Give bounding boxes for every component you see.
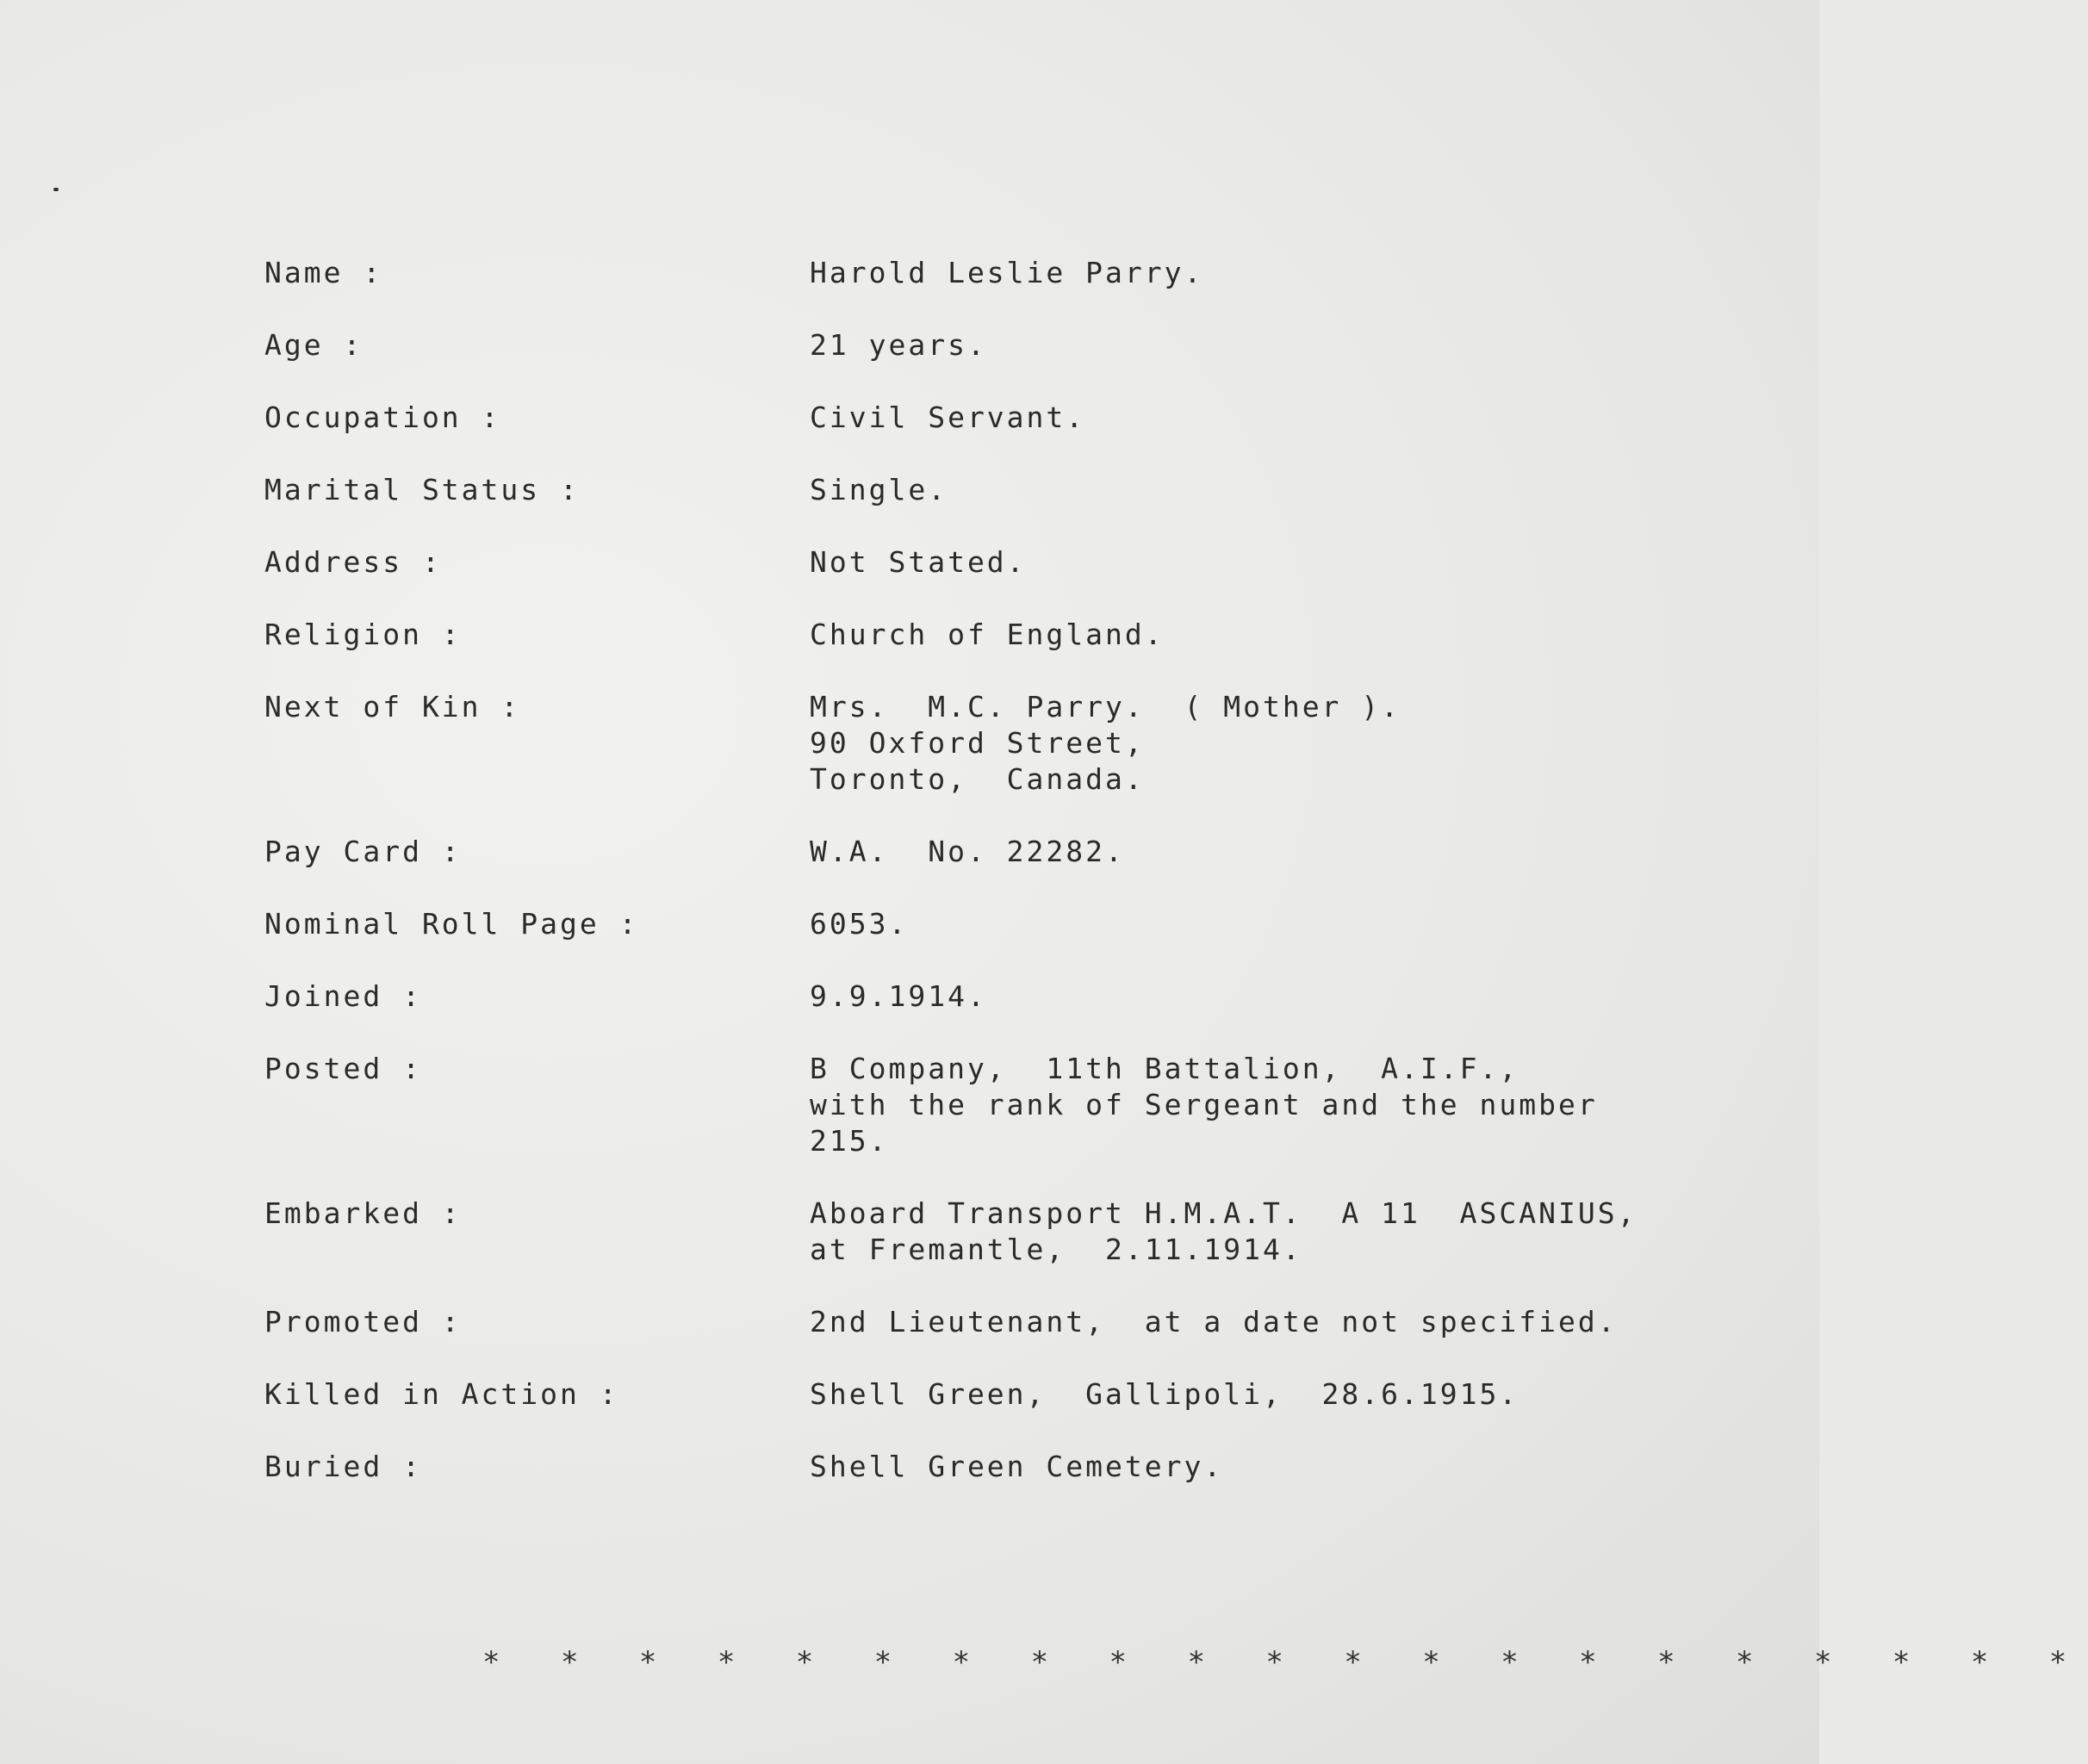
- record-value-line: W.A. No. 22282.: [810, 835, 1125, 868]
- record-value-line: 9.9.1914.: [810, 979, 987, 1013]
- record-list: [264, 255, 1746, 1521]
- record-label: Religion :: [264, 618, 462, 651]
- record-row: [264, 689, 1746, 798]
- record-value: [810, 1196, 1746, 1268]
- record-value-line: Toronto, Canada.: [810, 762, 1145, 796]
- record-value-line: Harold Leslie Parry.: [810, 256, 1204, 289]
- record-label: Buried :: [264, 1450, 422, 1483]
- record-row: [264, 978, 1746, 1015]
- record-value-line: 215.: [810, 1124, 889, 1158]
- record-label: Embarked :: [264, 1196, 462, 1230]
- record-row: [264, 544, 1746, 581]
- record-value: [810, 978, 1746, 1015]
- record-value: [810, 1376, 1746, 1413]
- record-label: Age :: [264, 328, 364, 362]
- record-label: Name :: [264, 256, 383, 289]
- record-row: [264, 1196, 1746, 1268]
- record-value-line: Not Stated.: [810, 545, 1027, 579]
- record-value: [810, 1051, 1746, 1159]
- record-value: [810, 327, 1746, 363]
- record-value-line: Shell Green, Gallipoli, 28.6.1915.: [810, 1377, 1519, 1411]
- record-label: Pay Card :: [264, 835, 462, 868]
- record-label: Occupation :: [264, 401, 501, 434]
- record-value-line: B Company, 11th Battalion, A.I.F.,: [810, 1052, 1519, 1085]
- record-label: Killed in Action :: [264, 1377, 619, 1411]
- record-value-line: Shell Green Cemetery.: [810, 1450, 1224, 1483]
- record-value-line: 21 years.: [810, 328, 987, 362]
- record-value: [810, 400, 1746, 436]
- record-value: [810, 617, 1746, 653]
- record-row: [264, 906, 1746, 942]
- record-row: [264, 1304, 1746, 1340]
- record-label: Joined :: [264, 979, 422, 1013]
- record-value: [810, 472, 1746, 508]
- record-label: Posted :: [264, 1052, 422, 1085]
- record-label: Promoted :: [264, 1305, 462, 1339]
- record-row: [264, 617, 1746, 653]
- record-value: [810, 906, 1746, 942]
- record-value-line: Mrs. M.C. Parry. ( Mother ).: [810, 690, 1401, 724]
- record-value-line: 90 Oxford Street,: [810, 726, 1145, 760]
- record-label: Address :: [264, 545, 442, 579]
- record-row: [264, 472, 1746, 508]
- record-value: [810, 689, 1746, 798]
- record-row: [264, 1376, 1746, 1413]
- asterisk-divider: * * * * * * * * * * * * * * * * * * * * *: [482, 1645, 2088, 1680]
- record-row: [264, 327, 1746, 363]
- record-value-line: with the rank of Sergeant and the number: [810, 1088, 1598, 1121]
- record-row: [264, 834, 1746, 870]
- record-value-line: 2nd Lieutenant, at a date not specified.: [810, 1305, 1618, 1339]
- record-row: [264, 400, 1746, 436]
- record-value: [810, 1304, 1746, 1340]
- record-value: [810, 1449, 1746, 1485]
- record-label: Nominal Roll Page :: [264, 907, 639, 941]
- record-label: Marital Status :: [264, 473, 580, 506]
- record-row: [264, 1449, 1746, 1485]
- record-value-line: 6053.: [810, 907, 909, 941]
- record-value-line: Civil Servant.: [810, 401, 1086, 434]
- record-value: [810, 544, 1746, 581]
- record-value: [810, 834, 1746, 870]
- record-value-line: at Fremantle, 2.11.1914.: [810, 1233, 1302, 1266]
- record-row: [264, 255, 1746, 291]
- record-value-line: Single.: [810, 473, 948, 506]
- record-value-line: Church of England.: [810, 618, 1165, 651]
- record-value: [810, 255, 1746, 291]
- record-value-line: Aboard Transport H.M.A.T. A 11 ASCANIUS,: [810, 1196, 1637, 1230]
- record-row: [264, 1051, 1746, 1159]
- record-label: Next of Kin :: [264, 690, 521, 724]
- ink-speck: [53, 188, 59, 191]
